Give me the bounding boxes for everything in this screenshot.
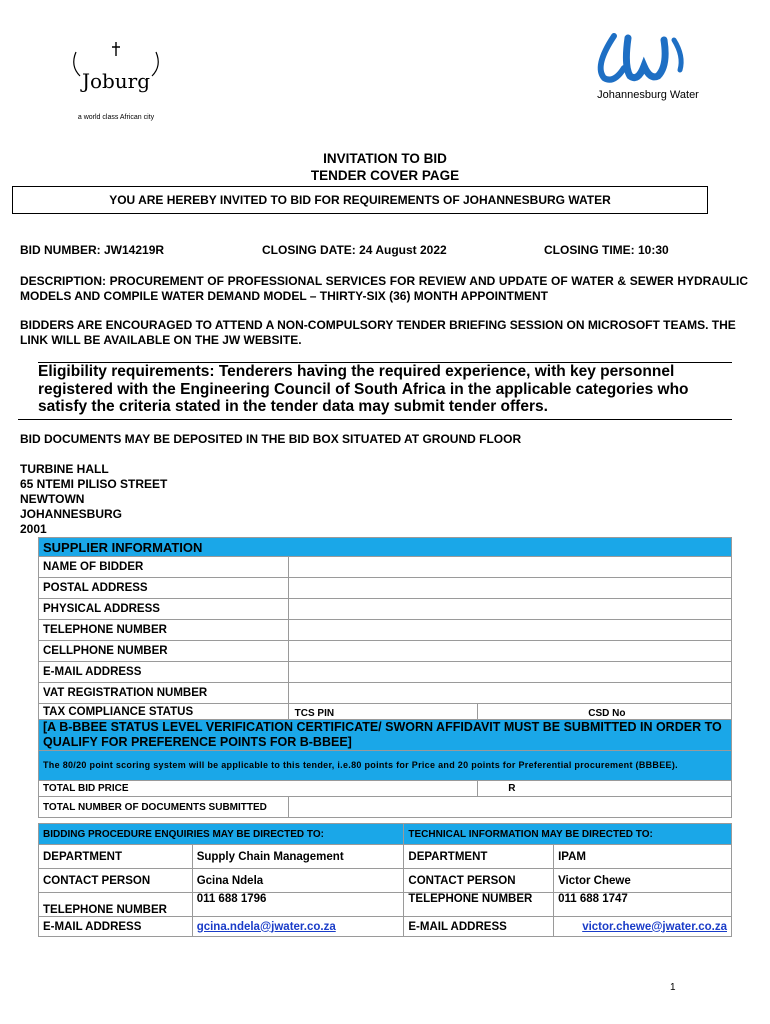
technical-email[interactable] [554,917,732,937]
field-label: E-MAIL ADDRESS [39,662,289,683]
field-label: NAME OF BIDDER [39,557,289,578]
procedure-enquiries-heading: BIDDING PROCEDURE ENQUIRIES MAY BE DIRECTED TO: [39,824,404,845]
department-label: DEPARTMENT [404,845,554,869]
email-address-input[interactable] [288,662,731,683]
joburg-tagline: a world class African city [77,114,155,121]
procedure-department: Supply Chain Management [192,845,404,869]
total-bid-price-label: TOTAL BID PRICE [39,781,478,797]
physical-address-input[interactable] [288,599,731,620]
address-line: TURBINE HALL [20,462,109,476]
procedure-contact: Gcina Ndela [192,869,404,893]
invitation-banner: YOU ARE HEREBY INVITED TO BID FOR REQUIREMENTS OF JOHANNESBURG WATER [12,186,708,214]
email-label: E-MAIL ADDRESS [404,917,554,937]
procedure-email[interactable] [192,917,404,937]
technical-contact: Victor Chewe [554,869,732,893]
field-label: CELLPHONE NUMBER [39,641,289,662]
scoring-note: The 80/20 point scoring system will be applicable to this tender, i.e.80 points for Price and 20 points for Preferential procurement (BBBEE). [39,751,732,781]
field-label: TELEPHONE NUMBER [39,620,289,641]
email-label: E-MAIL ADDRESS [39,917,193,937]
contact-label: CONTACT PERSON [404,869,554,893]
technical-email-link[interactable]: victor.chewe@jwater.co.za [582,920,727,933]
total-bid-price-input[interactable]: R [478,781,732,797]
address-line: JOHANNESBURG [20,507,123,521]
johannesburg-water-logo [584,26,714,106]
name-of-bidder-input[interactable] [288,557,731,578]
closing-time: CLOSING TIME: 10:30 [544,243,669,257]
total-docs-label: TOTAL NUMBER OF DOCUMENTS SUBMITTED [39,797,289,818]
joburg-logo [62,38,170,122]
page-number: 1 [670,982,676,993]
csd-no-label[interactable]: CSD No [478,704,732,720]
telephone-label: TELEPHONE NUMBER [39,893,193,917]
technical-telephone: 011 688 1747 [554,893,732,917]
deposit-note: BID DOCUMENTS MAY BE DEPOSITED IN THE BID BOX SITUATED AT GROUND FLOOR [20,432,522,446]
vat-registration-input[interactable] [288,683,731,704]
bid-number: BID NUMBER: JW14219R [20,243,165,257]
eligibility-requirements: Eligibility requirements: Tenderers having the required experience, with key personnel registered with the Engineering Council of South Africa in the applicable categories who satisfy the criteria stated in the tender data may submit tender offers. [18,363,732,420]
technical-enquiries-heading: TECHNICAL INFORMATION MAY BE DIRECTED TO: [404,824,732,845]
department-label: DEPARTMENT [39,845,193,869]
field-label: VAT REGISTRATION NUMBER [39,683,289,704]
joburg-wordmark: Joburg [81,69,151,93]
field-label: TAX COMPLIANCE STATUS [39,704,289,720]
procedure-telephone: 011 688 1796 [192,893,404,917]
telephone-label: TELEPHONE NUMBER [404,893,554,917]
deposit-address [20,462,167,537]
technical-department: IPAM [554,845,732,869]
cellphone-number-input[interactable] [288,641,731,662]
title-line-2: TENDER COVER PAGE [310,168,460,183]
procedure-email-link[interactable]: gcina.ndela@jwater.co.za [196,920,336,933]
title-line-1: INVITATION TO BID [323,151,447,166]
postal-address-input[interactable] [288,578,731,599]
supplier-information-heading: SUPPLIER INFORMATION [39,538,732,557]
field-label: PHYSICAL ADDRESS [39,599,289,620]
contact-label: CONTACT PERSON [39,869,193,893]
bbbee-notice: [A B-BBEE STATUS LEVEL VERIFICATION CERTIFICATE/ SWORN AFFIDAVIT MUST BE SUBMITTED IN ORDER TO QUALIFY FOR PREFERENCE POINTS FOR B-BBEE] [39,720,732,751]
closing-date: CLOSING DATE: 24 August 2022 [262,243,447,257]
telephone-number-input[interactable] [288,620,731,641]
jw-name: Johannesburg Water [597,89,699,101]
supplier-information-table [38,537,732,818]
total-docs-input[interactable] [288,797,731,818]
address-line: NEWTOWN [20,492,85,506]
address-line: 2001 [20,522,47,536]
briefing-note: BIDDERS ARE ENCOURAGED TO ATTEND A NON-COMPULSORY TENDER BRIEFING SESSION ON MICROSOFT TEAMS. THE LINK WILL BE AVAILABLE ON THE JW WEBSITE. [20,318,736,347]
description: DESCRIPTION: PROCUREMENT OF PROFESSIONAL SERVICES FOR REVIEW AND UPDATE OF WATER & SEWER HYDRAULIC MODELS AND COMPILE WATER DEMAND MODEL – THIRTY-SIX (36) MONTH APPOINTMENT [20,274,748,303]
enquiries-table [38,823,732,937]
address-line: 65 NTEMI PILISO STREET [20,477,168,491]
field-label: POSTAL ADDRESS [39,578,289,599]
tcs-pin-label[interactable]: TCS PIN [288,704,478,720]
